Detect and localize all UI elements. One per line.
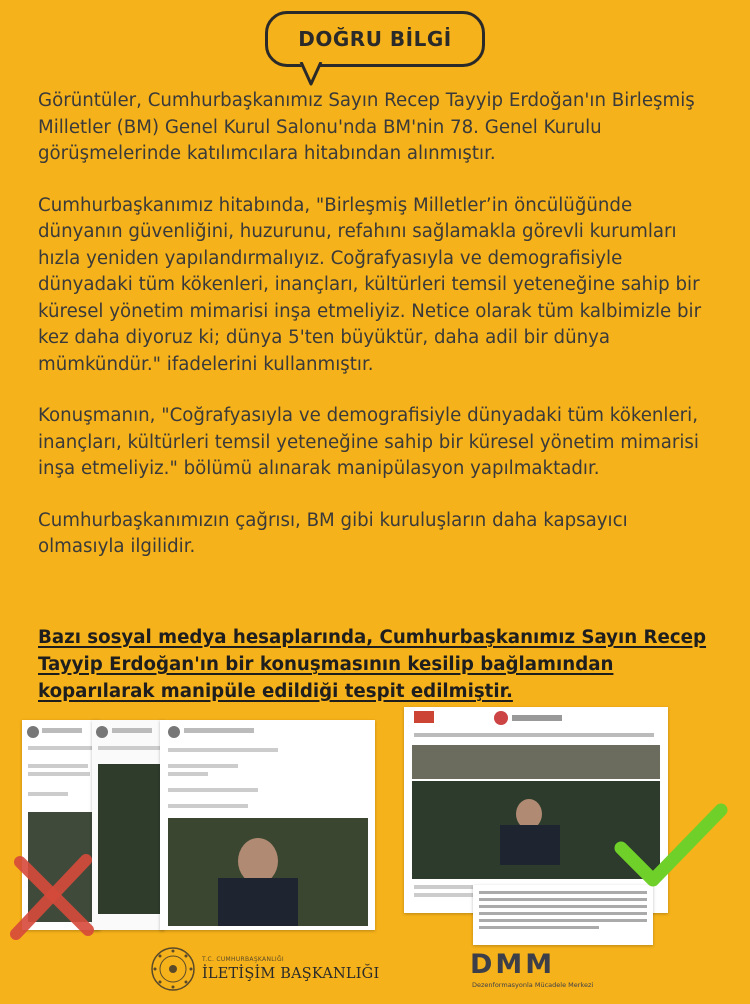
dmm-logo bbox=[470, 950, 610, 994]
body-text bbox=[38, 88, 718, 586]
check-mark-icon bbox=[613, 802, 728, 890]
logo-big-text: İLETİŞİM BAŞKANLIĞI bbox=[202, 966, 380, 982]
conclusion-text: Bazı sosyal medya hesaplarında, Cumhurbaşkanımız Sayın Recep Tayyip Erdoğan'ın bir konuşmasının kesilip bağlamından koparılarak manipüle edildiği tespit edilmiştir. bbox=[38, 627, 707, 702]
paragraph-2: Cumhurbaşkanımız hitabında, "Birleşmiş Milletler’in öncülüğünde dünyanın güvenliğini, huzurunu, refahını sağlamakla görevli kurumları hızla yeniden yapılandırmalıyız. Coğrafyasıyla ve demografisiyle dünyadaki tüm kökenleri, inançları, kültürleri temsil yeteneğine sahip bir küresel yönetim mimarisi inşa etmeliyiz. Netice olarak tüm kalbimizle bir kez daha diyoruz ki; dünya 5'ten büyüktür, daha adil bir dünya mümkündür." ifadelerini kullanmıştır. bbox=[38, 194, 702, 375]
dmm-logo-text: DMM bbox=[470, 949, 556, 980]
dmm-logo-subtitle: Dezenformasyonla Mücadele Merkezi bbox=[472, 981, 594, 989]
paragraph-4: Cumhurbaşkanımızın çağrısı, BM gibi kuruluşların daha kapsayıcı olmasıyla ilgilidir. bbox=[38, 509, 628, 557]
paragraph-1: Görüntüler, Cumhurbaşkanımız Sayın Recep Tayyip Erdoğan'ın Birleşmiş Milletler (BM) Genel Kurul Salonu'nda BM'nin 78. Genel Kurulu görüşmelerinde katılımcılara hitabından alınmıştır. bbox=[38, 90, 695, 164]
avatar bbox=[168, 726, 180, 738]
header-badge-label: DOĞRU BİLGİ bbox=[298, 27, 452, 51]
paragraph-3: Konuşmanın, "Coğrafyasıyla ve demografisiyle dünyadaki tüm kökenleri, inançları, kültürleri temsil yeteneğine sahip bir küresel yönetim mimarisi inşa etmeliyiz." bölümü alınarak manipülasyon yapılmaktadır. bbox=[38, 405, 699, 479]
iletisim-baskanligi-logo bbox=[150, 946, 380, 994]
social-post-thumbnail-2 bbox=[92, 720, 164, 930]
avatar bbox=[27, 726, 39, 738]
emblem-icon bbox=[150, 946, 196, 992]
avatar bbox=[96, 726, 108, 738]
speech-bubble-icon bbox=[299, 62, 325, 86]
cross-mark-icon bbox=[2, 852, 102, 942]
header-badge bbox=[265, 11, 485, 67]
news-article-excerpt bbox=[473, 885, 653, 945]
social-post-thumbnail-3 bbox=[160, 720, 375, 930]
logo-small-text: T.C. CUMHURBAŞKANLIĞI bbox=[202, 956, 284, 963]
